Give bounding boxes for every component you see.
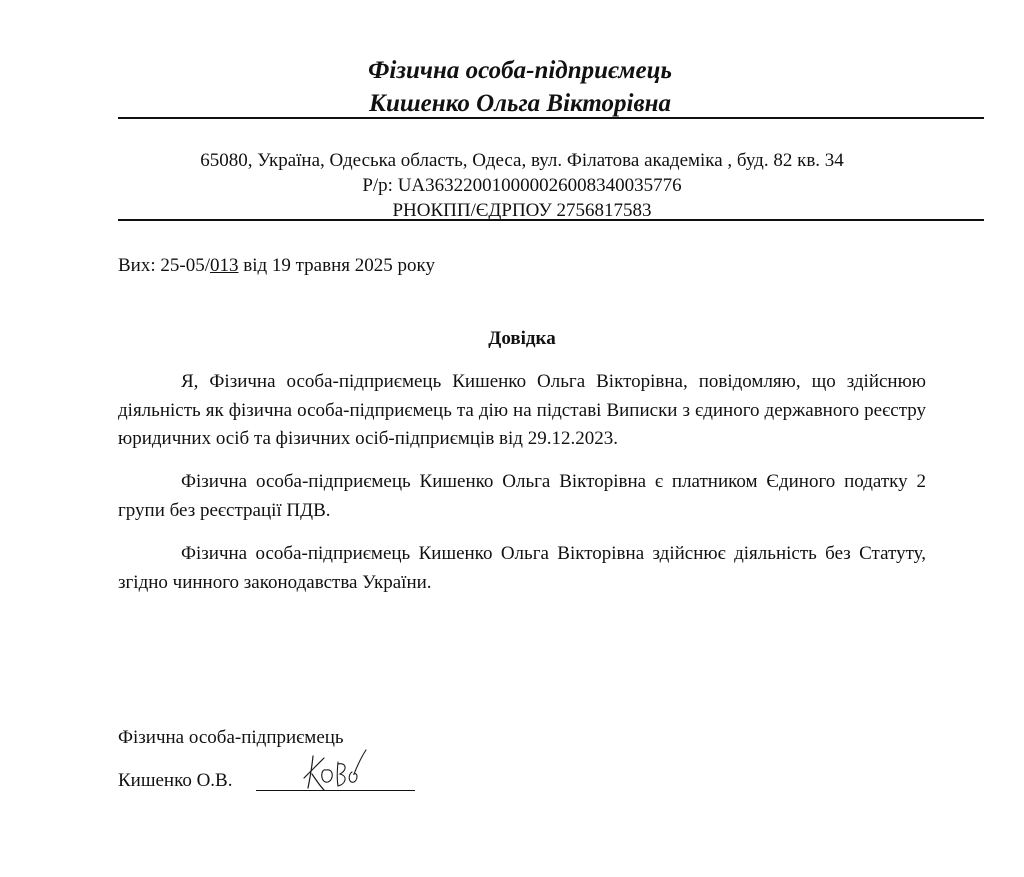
header-title-line1: Фізична особа-підприємець (368, 57, 672, 84)
document-title: Довідка (488, 328, 556, 349)
outgoing-number: 013 (209, 255, 239, 276)
header-divider-top (118, 117, 984, 119)
outgoing-prefix: Вих: 25-05/ (118, 255, 210, 276)
paragraph-3: Фізична особа-підприємець Кишенко Ольга Вікторівна здійснює діяльність без Статуту, згідно чинного законодавства України. (118, 543, 926, 593)
outgoing-reference (118, 253, 435, 278)
header-divider-bottom (118, 219, 984, 221)
header-title-line2: Кишенко Ольга Вікторівна (369, 90, 671, 117)
paragraph-2: Фізична особа-підприємець Кишенко Ольга Вікторівна є платником Єдиного податку 2 групи без реєстрації ПДВ. (118, 471, 926, 521)
signatory-role: Фізична особа-підприємець (118, 727, 344, 748)
outgoing-suffix: від 19 травня 2025 року (238, 255, 435, 276)
handwritten-signature (300, 748, 370, 792)
header-address: 65080, Україна, Одеська область, Одеса, вул. Філатова академіка , буд. 82 кв. 34 (200, 150, 844, 171)
header-account: Р/р: UA363220010000026008340035776 (362, 175, 682, 196)
signatory-name: Кишенко О.В. (118, 770, 233, 791)
paragraph-1: Я, Фізична особа-підприємець Кишенко Ольга Вікторівна, повідомляю, що здійснюю діяльність як фізична особа-підприємець та дію на підставі Виписки з єдиного державного реєстру юридичних осіб та фізичних осіб-підприємців від 29.12.2023. (118, 371, 926, 449)
header-tax-id: РНОКПП/ЄДРПОУ 2756817583 (392, 200, 652, 221)
